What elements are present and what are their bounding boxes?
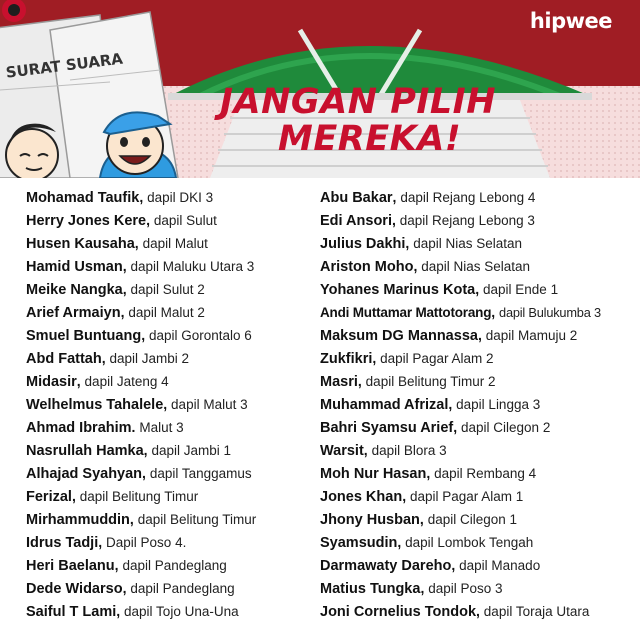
- candidate-name: Masri: [320, 374, 358, 390]
- candidate-name: Dede Widarso: [26, 581, 123, 597]
- candidate-entry: [26, 577, 316, 600]
- candidate-name: Maksum DG Mannassa: [320, 328, 478, 344]
- candidate-entry: [320, 508, 638, 531]
- candidate-name: Muhammad Afrizal: [320, 397, 449, 413]
- separator: ,: [448, 396, 457, 412]
- candidate-entry: [26, 554, 316, 577]
- candidate-name: Ferizal: [26, 489, 72, 505]
- separator: ,: [420, 580, 429, 596]
- candidate-dapil: dapil Cilegon 1: [427, 512, 517, 527]
- separator: ,: [372, 350, 381, 366]
- candidate-entry: [320, 255, 638, 278]
- candidate-entry: [320, 186, 638, 209]
- candidate-entry: [320, 301, 638, 324]
- separator: ,: [76, 373, 85, 389]
- candidate-entry: [320, 577, 638, 600]
- candidate-list-left: [26, 186, 316, 623]
- candidate-entry: [26, 301, 316, 324]
- candidate-entry: [320, 416, 638, 439]
- candidate-entry: [320, 393, 638, 416]
- candidate-entry: [320, 462, 638, 485]
- candidate-entry: [320, 347, 638, 370]
- candidate-entry: [26, 324, 316, 347]
- candidate-entry: [26, 255, 316, 278]
- candidate-name: Moh Nur Hasan: [320, 466, 427, 482]
- candidate-dapil: dapil Malut 3: [171, 397, 248, 412]
- separator: ,: [116, 603, 125, 619]
- candidate-name: Heri Baelanu: [26, 558, 115, 574]
- candidate-dapil: dapil Bulukumba 3: [499, 305, 601, 320]
- candidate-dapil: dapil Gorontalo 6: [148, 328, 252, 343]
- separator: ,: [143, 442, 152, 458]
- candidate-dapil: dapil Belitung Timur: [79, 489, 199, 504]
- separator: ,: [392, 189, 401, 205]
- header-banner: [0, 0, 640, 178]
- candidate-name: Meike Nangka: [26, 282, 123, 298]
- candidate-name: Nasrullah Hamka: [26, 443, 144, 459]
- separator: .: [131, 419, 140, 435]
- separator: ,: [129, 511, 138, 527]
- candidate-entry: [26, 600, 316, 623]
- candidate-name: Jones Khan: [320, 489, 403, 505]
- candidate-dapil: dapil Maluku Utara 3: [130, 259, 255, 274]
- ballot-label-text: SURAT SUARA: [4, 49, 124, 82]
- separator: ,: [134, 235, 143, 251]
- separator: ,: [475, 281, 484, 297]
- candidate-dapil: dapil DKI 3: [147, 190, 214, 205]
- headline-line-1: JANGAN PILIH: [220, 82, 496, 122]
- candidate-name: Matius Tungka: [320, 581, 421, 597]
- candidate-dapil: dapil Toraja Utara: [483, 604, 590, 619]
- candidate-dapil: dapil Pandeglang: [122, 558, 227, 573]
- candidate-name: Herry Jones Kere: [26, 213, 147, 229]
- separator: ,: [402, 488, 410, 504]
- candidate-dapil: dapil Sulut 2: [130, 282, 205, 297]
- separator: ,: [141, 327, 149, 343]
- candidate-entry: [320, 324, 638, 347]
- candidate-entry: [26, 485, 316, 508]
- candidate-dapil: dapil Nias Selatan: [413, 236, 523, 251]
- separator: ,: [491, 304, 500, 320]
- separator: ,: [413, 258, 422, 274]
- candidate-dapil: dapil Cilegon 2: [461, 420, 551, 435]
- candidate-dapil: dapil Belitung Timur 2: [365, 374, 496, 389]
- candidate-entry: [26, 370, 316, 393]
- candidate-entry: [26, 508, 316, 531]
- candidate-dapil: dapil Jateng 4: [84, 374, 169, 389]
- candidate-entry: [26, 278, 316, 301]
- separator: ,: [139, 189, 148, 205]
- separator: ,: [142, 465, 150, 481]
- candidate-name: Arief Armaiyn: [26, 305, 121, 321]
- separator: ,: [477, 327, 486, 343]
- candidate-name: Edi Ansori: [320, 213, 392, 229]
- candidate-dapil: dapil Jambi 1: [151, 443, 231, 458]
- candidate-name: Ariston Moho: [320, 259, 414, 275]
- candidate-name: Abd Fattah: [26, 351, 102, 367]
- candidate-entry: [26, 186, 316, 209]
- candidate-name: Jhony Husban: [320, 512, 420, 528]
- candidate-name: Darmawaty Dareho: [320, 558, 452, 574]
- separator: ,: [451, 557, 460, 573]
- ballot-label: [0, 30, 160, 100]
- separator: ,: [419, 511, 428, 527]
- candidate-entry: [26, 531, 316, 554]
- separator: ,: [453, 419, 462, 435]
- candidate-name: Andi Muttamar Mattotorang: [320, 305, 492, 320]
- candidate-name: Mirhammuddin: [26, 512, 130, 528]
- candidate-name: Smuel Buntuang: [26, 328, 142, 344]
- candidate-dapil: dapil Rejang Lebong 3: [399, 213, 535, 228]
- candidate-dapil: dapil Mamuju 2: [485, 328, 578, 343]
- candidate-list-right: [320, 186, 638, 623]
- candidate-entry: [320, 278, 638, 301]
- candidate-name: Welhelmus Tahalele: [26, 397, 164, 413]
- candidate-entry: [26, 347, 316, 370]
- candidate-entry: [26, 209, 316, 232]
- candidate-dapil: dapil Rejang Lebong 4: [400, 190, 536, 205]
- candidate-name: Idrus Tadji: [26, 535, 99, 551]
- candidate-dapil: dapil Jambi 2: [109, 351, 190, 366]
- candidate-dapil: Malut 3: [139, 420, 184, 435]
- candidate-name: Hamid Usman: [26, 259, 123, 275]
- separator: ,: [357, 373, 366, 389]
- candidate-dapil: dapil Tanggamus: [149, 466, 252, 481]
- candidate-name: Bahri Syamsu Arief: [320, 420, 454, 436]
- candidate-dapil: dapil Rembang 4: [434, 466, 537, 481]
- candidate-dapil: dapil Poso 3: [428, 581, 503, 596]
- separator: ,: [122, 281, 131, 297]
- candidate-dapil: dapil Tojo Una-Una: [124, 604, 239, 619]
- candidate-entry: [320, 232, 638, 255]
- candidate-name: Yohanes Marinus Kota: [320, 282, 476, 298]
- candidate-entry: [320, 600, 638, 623]
- candidate-dapil: dapil Lingga 3: [456, 397, 541, 412]
- candidate-entry: [320, 439, 638, 462]
- candidate-name: Zukfikri: [320, 351, 373, 367]
- candidate-name: Ahmad Ibrahim: [26, 420, 132, 436]
- candidate-dapil: dapil Pagar Alam 2: [380, 351, 494, 366]
- candidate-name: Midasir: [26, 374, 77, 390]
- candidate-entry: [26, 232, 316, 255]
- candidate-name: Saiful T Lami: [26, 604, 117, 620]
- candidate-dapil: dapil Malut 2: [128, 305, 205, 320]
- separator: ,: [391, 212, 400, 228]
- candidate-dapil: Dapil Poso 4.: [106, 535, 187, 550]
- candidate-name: Husen Kausaha: [26, 236, 135, 252]
- candidate-name: Alhajad Syahyan: [26, 466, 143, 482]
- separator: ,: [426, 465, 435, 481]
- candidate-name: Warsit: [320, 443, 364, 459]
- candidate-name: Abu Bakar: [320, 190, 393, 206]
- headline-line-2: MEREKA!: [278, 119, 462, 159]
- separator: ,: [114, 557, 123, 573]
- candidate-name: Syamsudin: [320, 535, 398, 551]
- candidate-name: Mohamad Taufik: [26, 190, 140, 206]
- candidate-dapil: dapil Blora 3: [371, 443, 447, 458]
- candidate-dapil: dapil Manado: [459, 558, 541, 573]
- candidate-dapil: dapil Lombok Tengah: [405, 535, 534, 550]
- candidate-entry: [320, 485, 638, 508]
- candidate-entry: [320, 209, 638, 232]
- separator: ,: [71, 488, 80, 504]
- candidate-dapil: dapil Malut: [142, 236, 208, 251]
- candidate-entry: [320, 370, 638, 393]
- separator: ,: [101, 350, 110, 366]
- candidate-entry: [320, 531, 638, 554]
- candidate-name: Joni Cornelius Tondok: [320, 604, 477, 620]
- separator: ,: [397, 534, 406, 550]
- separator: ,: [363, 442, 372, 458]
- separator: ,: [122, 258, 131, 274]
- hipwee-logo: hipwee: [529, 9, 612, 33]
- candidate-entry: [320, 554, 638, 577]
- candidate-dapil: dapil Pandeglang: [130, 581, 235, 596]
- candidate-entry: [26, 393, 316, 416]
- separator: ,: [120, 304, 129, 320]
- separator: ,: [163, 396, 172, 412]
- candidate-dapil: dapil Sulut: [153, 213, 217, 228]
- separator: ,: [405, 235, 414, 251]
- candidate-entry: [26, 416, 316, 439]
- separator: ,: [476, 603, 484, 619]
- candidate-dapil: dapil Belitung Timur: [137, 512, 257, 527]
- separator: ,: [98, 534, 107, 550]
- candidate-entry: [26, 439, 316, 462]
- candidate-dapil: dapil Pagar Alam 1: [409, 489, 524, 504]
- candidate-name: Julius Dakhi: [320, 236, 406, 252]
- candidate-dapil: dapil Nias Selatan: [421, 259, 531, 274]
- candidate-dapil: dapil Ende 1: [483, 282, 559, 297]
- candidate-entry: [26, 462, 316, 485]
- separator: ,: [146, 212, 154, 228]
- separator: ,: [122, 580, 131, 596]
